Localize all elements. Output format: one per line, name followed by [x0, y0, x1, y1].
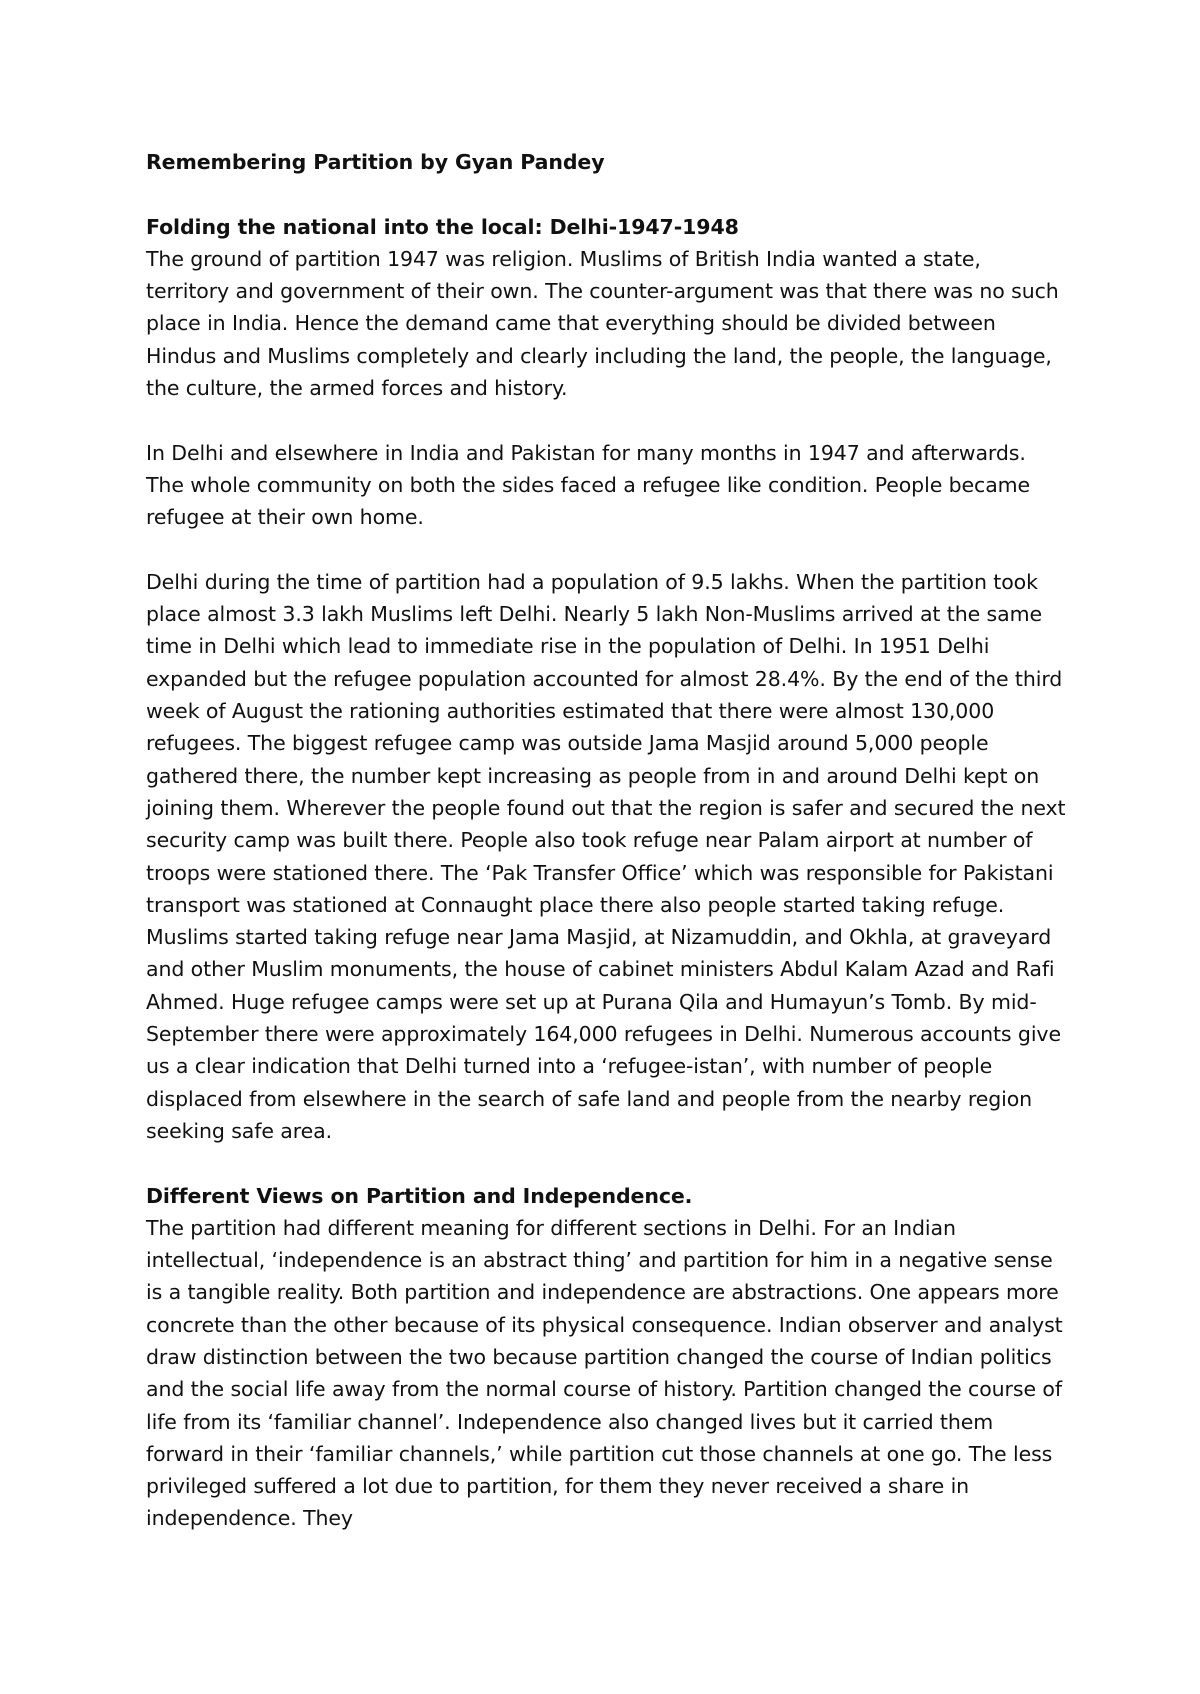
- paragraph-different-meaning: The partition had different meaning for different sections in Delhi. For an Indian intellectual, ‘independence is an abstract thing’ and partition for him in a negative sense is a tangible reality. Both partition and independence are abstractions. One appears more concrete than the other because of its physical consequence. Indian observer and analyst draw distinction between the two because partition changed the course of Indian politics and the social life away from the normal course of history. Partition changed the course of life from its ‘familiar channel’. Independence also changed lives but it carried them forward in their ‘familiar channels,’ while partition cut those channels at one go. The less privileged suffered a lot due to partition, for them they never received a share in independence. They: [146, 1215, 1063, 1531]
- section-heading-folding-national: Folding the national into the local: Delhi-1947-1948: [146, 214, 739, 239]
- section-heading-different-views: Different Views on Partition and Independence.: [146, 1183, 693, 1208]
- paragraph-muslim-refuge: Muslims started taking refuge near Jama Masjid, at Nizamuddin, and Okhla, at graveyard and other Muslim monuments, the house of cabinet ministers Abdul Kalam Azad and Rafi Ahmed. Huge refugee camps were set up at Purana Qila and Humayun’s Tomb. By mid-September there were approximately 164,000 refugees in Delhi. Numerous accounts give us a clear indication that Delhi turned into a ‘refugee-istan’, with number of people displaced from elsewhere in the search of safe land and people from the nearby region seeking safe area.: [146, 925, 1061, 1143]
- paragraph-delhi-population: Delhi during the time of partition had a population of 9.5 lakhs. When the partition took place almost 3.3 lakh Muslims left Delhi. Nearly 5 lakh Non-Muslims arrived at the same time in Delhi which lead to immediate rise in the population of Delhi. In 1951 Delhi expanded but the refugee population accounted for almost 28.4%. By the end of the third week of August the rationing authorities estimated that there were almost 130,000 refugees. The biggest refugee camp was outside Jama Masjid around 5,000 people gathered there, the number kept increasing as people from in and around Delhi kept on joining them. Wherever the people found out that the region is safer and secured the next security camp was built there. People also took refuge near Palam airport at number of troops were stationed there. The ‘Pak Transfer Office’ which was responsible for Pakistani transport was stationed at Connaught place there also people started taking refuge.: [146, 569, 1066, 917]
- document-body: [146, 146, 1066, 1535]
- paragraph-refugee-condition: In Delhi and elsewhere in India and Pakistan for many months in 1947 and afterwards. The whole community on both the sides faced a refugee like condition. People became refugee at their own home.: [146, 440, 1031, 530]
- document-title: Remembering Partition by Gyan Pandey: [146, 150, 605, 174]
- paragraph-ground-of-partition: The ground of partition 1947 was religion. Muslims of British India wanted a state, territory and government of their own. The counter-argument was that there was no such place in India. Hence the demand came that everything should be divided between Hindus and Muslims completely and clearly including the land, the people, the language, the culture, the armed forces and history.: [146, 246, 1059, 401]
